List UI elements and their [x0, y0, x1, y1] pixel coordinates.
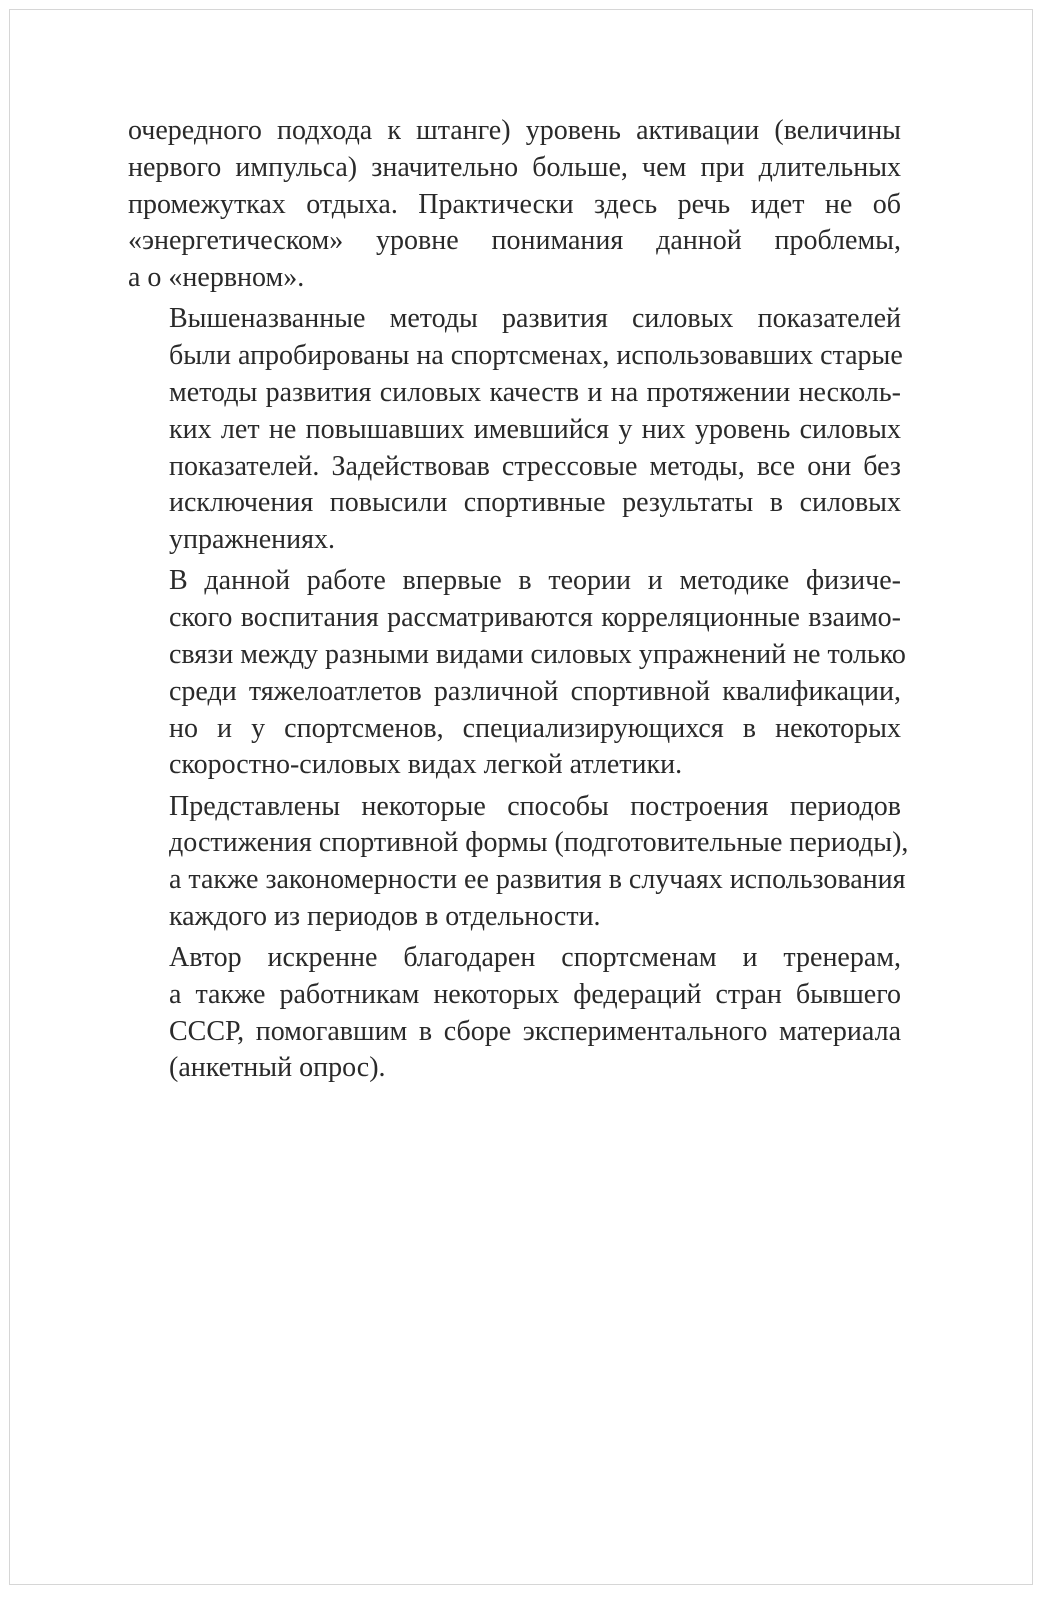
text-line: скоростно-силовых видах легкой атлетики.	[169, 749, 683, 781]
paragraph	[128, 940, 901, 1087]
text-line: показателей. Задействовав стрессовые методы, все они без	[169, 450, 901, 482]
paragraph	[128, 301, 901, 559]
text-line: были апробированы на спортсменах, использовавших старые	[169, 340, 903, 372]
text-line: СССР, помогавшим в сборе экспериментального материала	[169, 1015, 901, 1047]
text-line: ского воспитания рассматриваются корреляционные взаимо-	[169, 602, 901, 634]
text-line: Представлены некоторые способы построения периодов	[169, 790, 901, 822]
text-line: а также работникам некоторых федераций стран бывшего	[169, 978, 901, 1010]
text-line: «энергетическом» уровне понимания данной проблемы,	[128, 225, 901, 257]
text-line: ких лет не повышавших имевшийся у них уровень силовых	[169, 413, 901, 445]
text-line: связи между разными видами силовых упражнений не только	[169, 638, 906, 670]
text-line: каждого из периодов в отдельности.	[169, 900, 601, 932]
text-line: В данной работе впервые в теории и методике физиче-	[169, 565, 901, 597]
text-line: методы развития силовых качеств и на протяжении несколь-	[169, 376, 901, 408]
text-line: нервого импульса) значительно больше, чем при длительных	[128, 151, 901, 183]
text-line: но и у спортсменов, специализирующихся в некоторых	[169, 712, 901, 744]
body-text	[128, 113, 909, 1092]
text-line: достижения спортивной формы (подготовительные периоды),	[169, 827, 909, 859]
text-line: очередного подхода к штанге) уровень активации (величины	[128, 115, 901, 146]
text-line: (анкетный опрос).	[169, 1052, 386, 1084]
text-line: Автор искренне благодарен спортсменам и тренерам,	[169, 942, 901, 974]
text-line: промежутках отдыха. Практически здесь речь идет не об	[128, 188, 901, 220]
paragraph	[128, 113, 901, 297]
text-line: среди тяжелоатлетов различной спортивной квалификации,	[169, 675, 901, 707]
paragraph	[128, 789, 909, 936]
text-line: Вышеназванные методы развития силовых показателей	[169, 303, 901, 335]
text-line: упражнениях.	[169, 524, 336, 556]
text-line: а о «нервном».	[128, 262, 305, 294]
text-line: исключения повысили спортивные результаты в силовых	[169, 487, 901, 519]
paragraph	[128, 563, 906, 784]
text-line: а также закономерности ее развития в случаях использования	[169, 864, 906, 896]
